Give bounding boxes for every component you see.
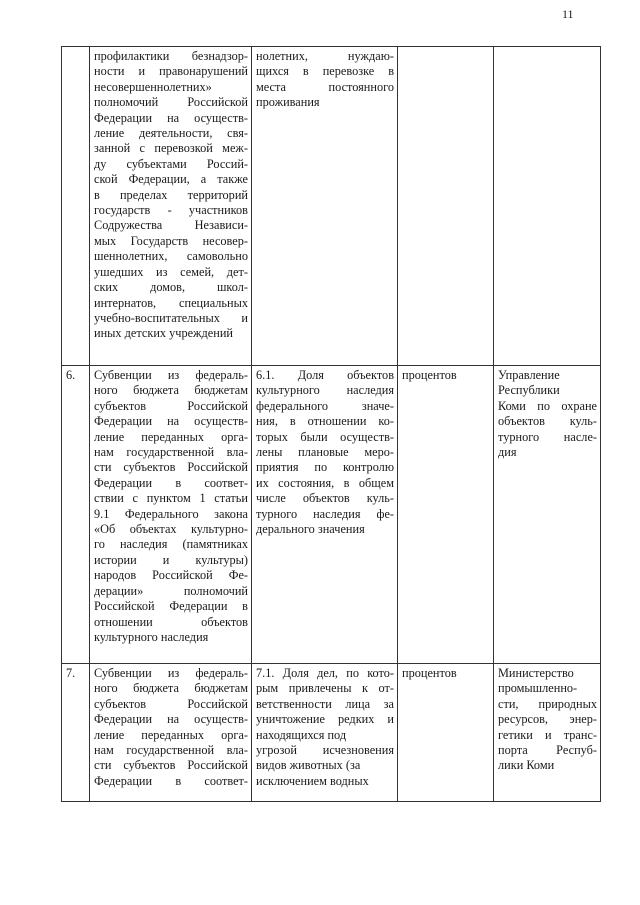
text-line: мых Государств несовер- [94,233,248,248]
text-line: гетики и транс- [498,727,597,742]
text-line: профилактики безнадзор- [94,49,248,63]
text-line: промышленно- [498,681,578,696]
text-line: лики Коми [498,758,555,773]
text-line: субъектов Российской [94,398,248,413]
text-line: культурного наследия [256,383,394,398]
text-line: 7.1. Доля дел, по кото- [256,666,394,680]
unit-cell: процентов [398,366,494,664]
unit-cell [398,47,494,366]
description-cell [90,47,252,366]
text-line: турного наследия фе- [256,506,394,521]
text-line: уничтожение редких и [256,712,394,727]
description-cell [90,366,252,664]
row-number: 6. [62,366,90,664]
text-line: 6.1. Доля объектов [256,368,394,382]
text-line: ушедших из семей, дет- [94,264,248,279]
text-line: субъектов Российской [94,696,248,711]
text-line: Федерации на осуществ- [94,110,248,125]
text-line: полномочий Российской [94,95,248,110]
text-line: ния, в отношении ко- [256,414,394,429]
text-line: го наследия (памятниках [94,537,248,552]
text-line: находящихся под [256,727,347,742]
text-line: государств - участников [94,203,248,218]
text-line: ствии с пунктом 1 статьи [94,491,248,506]
text-line: сти, природных [498,696,597,711]
indicator-table [61,46,601,802]
text-line: ного бюджета бюджетам [94,383,248,398]
text-line: числе объектов куль- [256,491,394,506]
text-line: лены плановые меро- [256,445,394,460]
text-line: нам государственной вла- [94,445,248,460]
text-line: Министерство [498,666,574,680]
text-line: ного бюджета бюджетам [94,681,248,696]
text-line: места постоянного [256,79,394,94]
row-number [62,47,90,366]
text-line: в пределах территорий [94,187,248,202]
table-row [62,366,601,664]
text-line: их состояния, в общем [256,475,394,490]
indicator-cell [252,47,398,366]
responsible-cell [494,47,601,366]
description-cell [90,664,252,802]
text-line: Управление [498,368,560,382]
table-row [62,47,601,366]
text-line: Федерации в соответ- [94,773,248,788]
text-line: Республики [498,383,560,398]
text-line: иных детских учреждений [94,326,234,341]
text-line: отношении объектов [94,614,248,629]
text-line: ности и правонарушений [94,64,248,79]
page-number: 11 [562,7,574,21]
text-line: культурного наследия [94,629,209,644]
text-line: федерального значе- [256,398,394,413]
text-line: истории и культуры) [94,552,248,567]
text-line: сти субъектов Российской [94,460,248,475]
text-line: сти субъектов Российской [94,758,248,773]
row-number: 7. [62,664,90,802]
text-line: объектов куль- [498,414,597,429]
text-line: Российской Федерации в [94,599,248,614]
text-line: несовершеннолетних» [94,79,212,94]
text-line: дерации» полномочий [94,583,248,598]
text-line: щихся в перевозке в [256,64,394,79]
text-line: Федерации на осуществ- [94,712,248,727]
text-line: рым привлечены к от- [256,681,394,696]
indicator-cell [252,366,398,664]
text-line: народов Российской Фе- [94,568,248,583]
text-line: ду субъектами Россий- [94,156,248,171]
text-line: «Об объектах культурно- [94,522,248,537]
text-line: Субвенции из федераль- [94,666,248,680]
text-line: ресурсов, энер- [498,712,597,727]
text-line: исключением водных [256,773,369,788]
text-line: порта Респуб- [498,743,597,758]
text-line: Коми по охране [498,398,597,413]
text-line: дерального значения [256,522,365,537]
unit-cell: процентов [398,664,494,802]
text-line: ской Федерации, а также [94,172,248,187]
text-line: Федерации на осуществ- [94,414,248,429]
text-line: Субвенции из федераль- [94,368,248,382]
text-line: ление переданных орга- [94,429,248,444]
text-line: шеннолетних, самовольно [94,249,248,264]
text-line: приятия по контролю [256,460,394,475]
text-line: проживания [256,95,320,110]
text-line: угрозой исчезновения [256,743,394,758]
responsible-cell [494,366,601,664]
text-line: дия [498,445,517,460]
text-line: Содружества Независи- [94,218,248,233]
text-line: торых были осуществ- [256,429,394,444]
text-line: занной с перевозкой меж- [94,141,248,156]
indicator-cell [252,664,398,802]
responsible-cell [494,664,601,802]
text-line: нам государственной вла- [94,743,248,758]
text-line: Федерации в соответ- [94,475,248,490]
text-line: ветственности лица за [256,696,394,711]
text-line: нолетних, нуждаю- [256,49,394,63]
text-line: видов животных (за [256,758,361,773]
text-line: ление переданных орга- [94,727,248,742]
text-line: интернатов, специальных [94,295,248,310]
text-line: учебно-воспитательных и [94,310,248,325]
text-line: ление деятельности, свя- [94,126,248,141]
table-row [62,664,601,802]
text-line: ских домов, школ- [94,280,248,295]
text-line: турного насле- [498,429,597,444]
text-line: 9.1 Федерального закона [94,506,248,521]
